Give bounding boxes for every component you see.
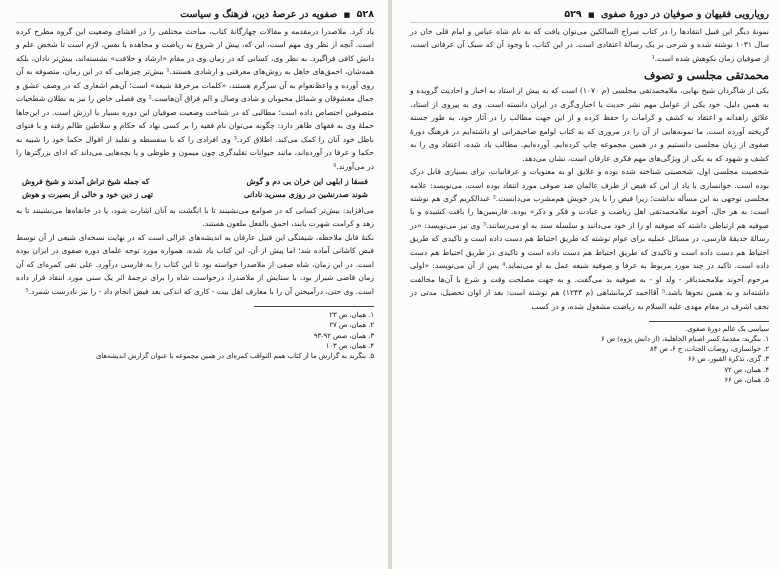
page-number: ۵۲۸	[356, 8, 374, 20]
footnote: ۴. همان، ص ۷۲	[724, 365, 769, 374]
paragraph: یاد کرد. ملاصدرا درمقدمه و مقالات چهارگانهٔ کتاب، مباحث مختلفی را در افشای وضعیت این گروه مطرح کرده است. آنچه از نظر وی مهم است، این که، پیش از شروع به ریاضت و مجاهده با نفس، لازم است تا شخص علم و دانش کافی فراگیرد. به نظر وی، کسانی که در زمان وی در مقام «ارشاد و خلافت» نشسته‌اند، بیش‌تر نادان، بلکه همه‌شان، احمق‌های جاهل به روش‌های معرفتی و ارشادی هستند.¹ بیش‌تر چیزهایی که در این زمان، متصوفه به آن روی آورده و واعظ‌نعوام به آن سرگرم هستند، «کلمات مزخرفهٔ شیعه» است؛ آن‌هم اشعاری که در وصف عشق و جمال معشوقان و شمائل محبوبان و شادی وصال و الم فراق آن‌هاست.² وی فصلی خاص را نیز به بطلان شطحیات متصوفین اختصاص داده است؛ مطالبی که در شناخت وضعیت صوفیان این دوره بسیار با ارزش است. در این‌جاها حملهٔ وی به فقهای ظاهر دارد: چگونه می‌توان نام فقیه را بر کسی نهاد که حکام و سلاطین ظالم رفته و با فتوای باطل خود آنان را کمک می‌کند. اطلاق کرد.³ وی افرادی را که با سفسطه و تقلید از اقوال حکما خود را شبیه به حکما و عرفا در آورده‌اند، مانند حیوانات تقلیدگری چون میمون و طوطی و یا بچه‌هایی می‌داند که ادای بزرگترها را در می‌آورند.⁴	[16, 27, 375, 171]
paragraph: نکتهٔ قابل ملاحظه، شیفتگی این قبیل عارفان به اندیشه‌های غزالی است که در نهایت نسخه‌ای شیعی از آن توسط فیض کاشانی آماده شد؛ اما پیش از آن، این کتاب یاد شده، همواره مورد توجه علمای دوره صفوی در ایران بوده است. در این زمان، شاه صفی از ملاصدرا خواسته بود تا این کتاب را به فارسی درآورد. علی نقی کمره‌ای که آن زمان قاضی شیراز بود، با ستایش از ملاصدرا، درخواست شاه را برای ترجمهٔ اثر یک سنی مورد انتقاد قرار داده است. وی حتی، درآمیختن آن را با معارف اهل بیت - کاری که اندکی بعد فیض انجام داد - را نیز نادرست شمرد.⁵	[16, 232, 374, 296]
page-number: ۵۲۹	[564, 8, 582, 20]
paragraph: یکی از شاگردان شیخ بهایی، ملامحمدتقی مجلسی (م ۱۰۷۰) است که به پیش از استاد به اخبار و احادیث گرویده و به همین دلیل، خود یکی از عوامل مهم نشر حدیث یا اخباری‌گری در ایران دانسته است. وی به پیروی از استاد، علائق زاهدانه و اعتقاد به کشف و کرامات را حفظ کرده و از این جهت مطالب را در آثار خود، به طور جسته گریخته آورده است. ما نمونه‌هایی از آن را در مروری که به کتاب لوامع صاحبقرانی او داشته‌ایم در فرهنگ دورهٔ صفوی از زبان مجلسی دانستیم و در همین مجموعه چاپ کرده‌ایم. آورده‌ایم. مطالب یاد شده، اعتقاد وی را به کشف و شهود که به یکی از ویژگی‌های مهم فکری عارفان است، نشان می‌دهد.	[410, 86, 769, 163]
header-ornament-icon: ■	[343, 9, 351, 19]
footnote-divider	[254, 306, 374, 307]
section-heading: محمدتقی مجلسی و تصوف	[643, 69, 769, 83]
paragraph: شخصیت مجلسی اول، شخصیتی شناخته شده بوده و علایق او به معنویات و عرفانیات، برای بسیاری قابل درک بوده است. خوانساری با یاد از این که فیض از طرف عالمان ضد صوفی مورد انتقاد بوده است، می‌نویسد: علامه مجلسی توجهی به این مسأله نداشت؛ زیرا فیض را با پدر خویش هم‌مشرب می‌دانست.² عبدالکریم گزی هم نوشته است: به هر حال، آخوند ملامحمدتقی اهل ریاضت و عبادت و فکر و ذکر» بوده، فاریمین‌ها را بافت کشیده و با صوفیه هم ارتباطی داشته که صوفیه او را از خود می‌دانند و سلسله سند به او می‌رسانند.³ وی نیز می‌نویسد: «در رسالهٔ حدیقهٔ فارسی، در مسائل عملیه برای عوام نوشته که طریق احتیاط هم دست داده است و تاکیدی که طریق احتیاط هم دست داده است و تاکیدی که طریق احتیاط هم دست داده است و تاکیدی در طریق احتیاط هم دست داده است. تاکید در چند مورد مربوط به عرفا و صوفیه شیعه عمل به او می‌نماید.⁴ پس از آن می‌نویسد: «اولی مرحوم آخوند ملامحمدباقر - ولد او - به صوفیه بد می‌گفت. و به جهت مصلحت وقت و شرع با آن‌ها مخالفت داشته‌اند و به همین نحوها باشد.⁵ آقااحمد کرمانشاهی (م ۱۲۴۳) هم نوشته است: بعد از اوان تحصیل، مدتی در نجف اشرف در مقام مهدی علیه السلام به ریاضت مشغول شده، و در کسب	[410, 167, 770, 311]
footnotes	[16, 310, 374, 361]
verse-line: شوند صدرنشین در روزی مسرید نادانی	[243, 190, 368, 200]
footnote: ۳. گزی، تذکرة القبور، ص ۶۶	[687, 355, 769, 364]
footnote: ۱. همان، ص ۲۳	[329, 311, 374, 320]
footnote-divider	[649, 321, 769, 322]
left-page	[0, 0, 388, 569]
right-page	[392, 0, 781, 569]
footnote: ۵. بنگرید به گزارش ما از کتاب همم الثواقب کمره‌ای در همین مجموعه با عنوان گزارش اندیشه‌های	[95, 351, 374, 360]
footnotes	[410, 334, 769, 385]
page-header	[16, 6, 374, 23]
page-header	[410, 6, 769, 23]
verse-line: فسقا ز ابلهی این خران بی دم و گوش	[246, 176, 368, 186]
running-title: رویارویی فقیهان و صوفیان در دورهٔ صفوی	[600, 8, 769, 20]
verse-line: که جمله شیخ تراش آمدند و شیخ فروش	[22, 176, 150, 186]
footnote-continuation: سیاسی یک عالم دورهٔ صفوی.	[685, 325, 769, 334]
footnote: ۱. بنگرید: مقدمهٔ کسر اصنام الجاهلیة، (از دانش پژوه) ص ۶	[600, 335, 769, 344]
page-title	[564, 9, 769, 20]
paragraph: می‌افزاید: بیش‌تر کسانی که در صوامع می‌نشینند تا با انگشت به آنان اشارت شود، یا در خانقاه‌ها می‌نشینند تا به زهد و کرامت شهرت یابند، احمق بالفعل ملعون هستند.	[16, 205, 374, 229]
footnote: ۲. همان، ص ۲۷	[329, 321, 374, 330]
page-title	[180, 9, 374, 20]
poem-verses	[22, 175, 368, 202]
paragraph: نمونهٔ دیگر این قبیل انتقادها را در کتاب سراج السالکین می‌توان یافت که به نام شاه عباس و امام قلی خان در سال ۱۰۳۱ نوشته شده و شرحی بر یک رسالهٔ اعتقادی است. در این کتاب، با وجود آن که سبک آن عرفانی است، از صوفیان زمان نکوهش شده است.¹	[410, 27, 769, 63]
footnote: ۵. همان، ص ۶۶	[724, 375, 769, 384]
running-title: صفویه در عرصهٔ دین، فرهنگ و سیاست	[180, 8, 338, 20]
footnote: ۳. همان، صص ۹۲-۹۳	[313, 331, 374, 340]
header-ornament-icon: ■	[588, 9, 595, 19]
footnote: ۴. همان، ص ۱۰۳	[325, 341, 374, 350]
footnote: ۲. خوانساری، روضات الجنات، ج ۶، ص ۸۴	[650, 345, 769, 354]
verse-line: تهی ز دین خود و خالی از بصیرت و هوش	[22, 190, 153, 200]
